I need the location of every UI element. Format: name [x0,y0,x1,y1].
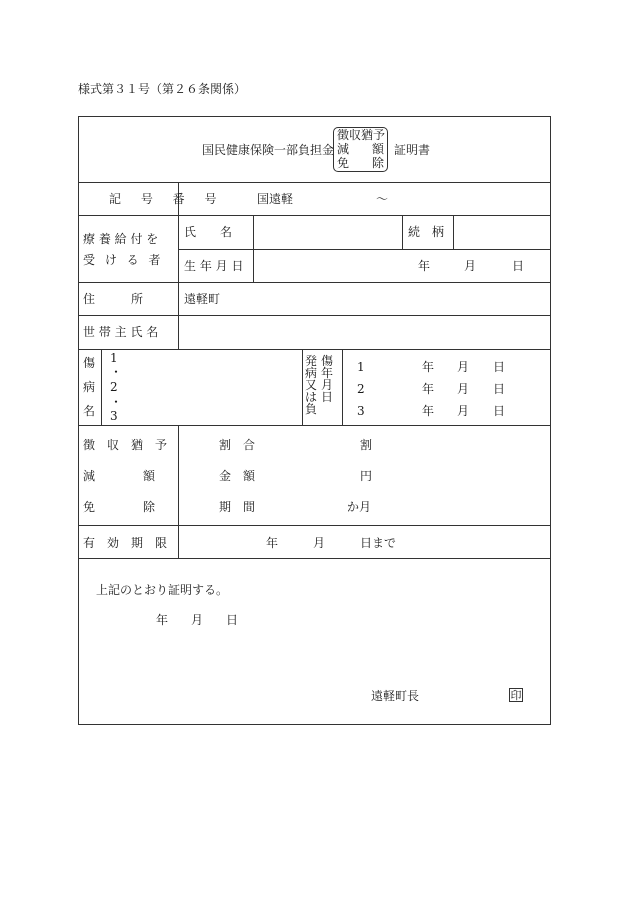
onset-date-number: 3 [357,404,365,418]
onset-label: 傷 [321,354,334,368]
title-exempt-option: 除 [372,156,385,170]
column-divider [302,349,303,425]
injury-separator: ・ [110,365,123,379]
exempt-label: 免 除 [83,500,156,514]
ratio-unit: 割 [360,438,373,452]
title-reduce-option: 額 [372,142,385,156]
column-divider [402,215,403,249]
onset-date-day: 日 [493,360,506,374]
name-label: 氏 名 [184,225,233,239]
recipient-label: 療 養 給 付 を [83,232,159,246]
title-reduce-option: 減 [337,142,350,156]
period-label: 期 間 [219,500,256,514]
householder-field[interactable] [179,316,550,348]
onset-label: 病 [305,366,318,380]
seal-mark: 印 [510,689,522,702]
injury-item-number: 2 [110,380,118,394]
row-divider [178,249,551,250]
form-number: 様式第３１号（第２６条関係） [78,82,247,96]
address-value: 遠軽町 [184,292,221,306]
name-field[interactable] [254,216,401,248]
certification-month: 月 [191,613,204,627]
symbol-number-tilde: ～ [376,192,389,206]
row-divider [78,349,551,350]
column-divider [178,425,179,558]
validity-label: 有 効 期 限 [83,536,168,550]
onset-date-number: 1 [357,360,365,374]
reduce-label: 減 額 [83,469,156,483]
onset-date-day: 日 [493,404,506,418]
onset-label: 月 [321,378,334,392]
householder-label: 世 帯 主 氏 名 [83,325,159,339]
onset-date-month: 月 [457,404,470,418]
injury-label: 傷 [83,356,96,370]
form-title-suffix: 証明書 [394,143,431,157]
injury-item-number: 3 [110,409,118,423]
relation-field[interactable] [454,216,550,248]
symbol-number-prefix: 国遠軽 [257,192,294,206]
certification-statement: 上記のとおり証明する。 [96,583,229,597]
onset-label: 又 [305,378,318,392]
recipient-label: 受 け る 者 [83,253,161,267]
onset-label: 負 [305,402,318,416]
address-label: 住 所 [83,292,144,306]
amount-label: 金 額 [219,469,256,483]
injury-label: 名 [83,404,96,418]
onset-date-year: 年 [422,360,435,374]
onset-date-year: 年 [422,382,435,396]
onset-label: 発 [305,354,318,368]
signer-title: 遠軽町長 [371,689,420,703]
injury-separator: ・ [110,395,123,409]
period-unit: か月 [347,500,372,514]
defer-label: 徴 収 猶 予 [83,438,168,452]
amount-unit: 円 [360,469,373,483]
column-divider [342,349,343,425]
certification-day: 日 [226,613,239,627]
onset-date-month: 月 [457,382,470,396]
symbol-number-label: 記 号 番 号 [109,192,217,206]
dob-year: 年 [418,259,431,273]
onset-label: は [305,390,318,404]
row-divider [78,282,551,283]
injury-item-number: 1 [110,351,118,365]
ratio-label: 割 合 [219,438,256,452]
certificate-form [78,116,551,725]
validity-year: 年 [266,536,279,550]
onset-label: 日 [321,390,334,404]
title-exempt-option: 免 [337,156,350,170]
row-divider [78,425,551,426]
injury-label: 病 [83,380,96,394]
column-divider [101,349,102,425]
row-divider [78,558,551,559]
onset-date-month: 月 [457,360,470,374]
relation-label: 続 柄 [408,225,445,239]
certification-year: 年 [156,613,169,627]
title-defer-option: 徴収猶予 [337,128,386,142]
onset-label: 年 [321,366,334,380]
form-title: 国民健康保険一部負担金 [202,143,335,157]
validity-day-until: 日まで [360,536,397,550]
row-divider [78,525,551,526]
dob-label: 生 年 月 日 [184,259,244,273]
onset-date-day: 日 [493,382,506,396]
dob-month: 月 [464,259,477,273]
dob-day: 日 [512,259,525,273]
validity-month: 月 [313,536,326,550]
onset-date-year: 年 [422,404,435,418]
row-divider [78,182,551,183]
onset-date-number: 2 [357,382,365,396]
